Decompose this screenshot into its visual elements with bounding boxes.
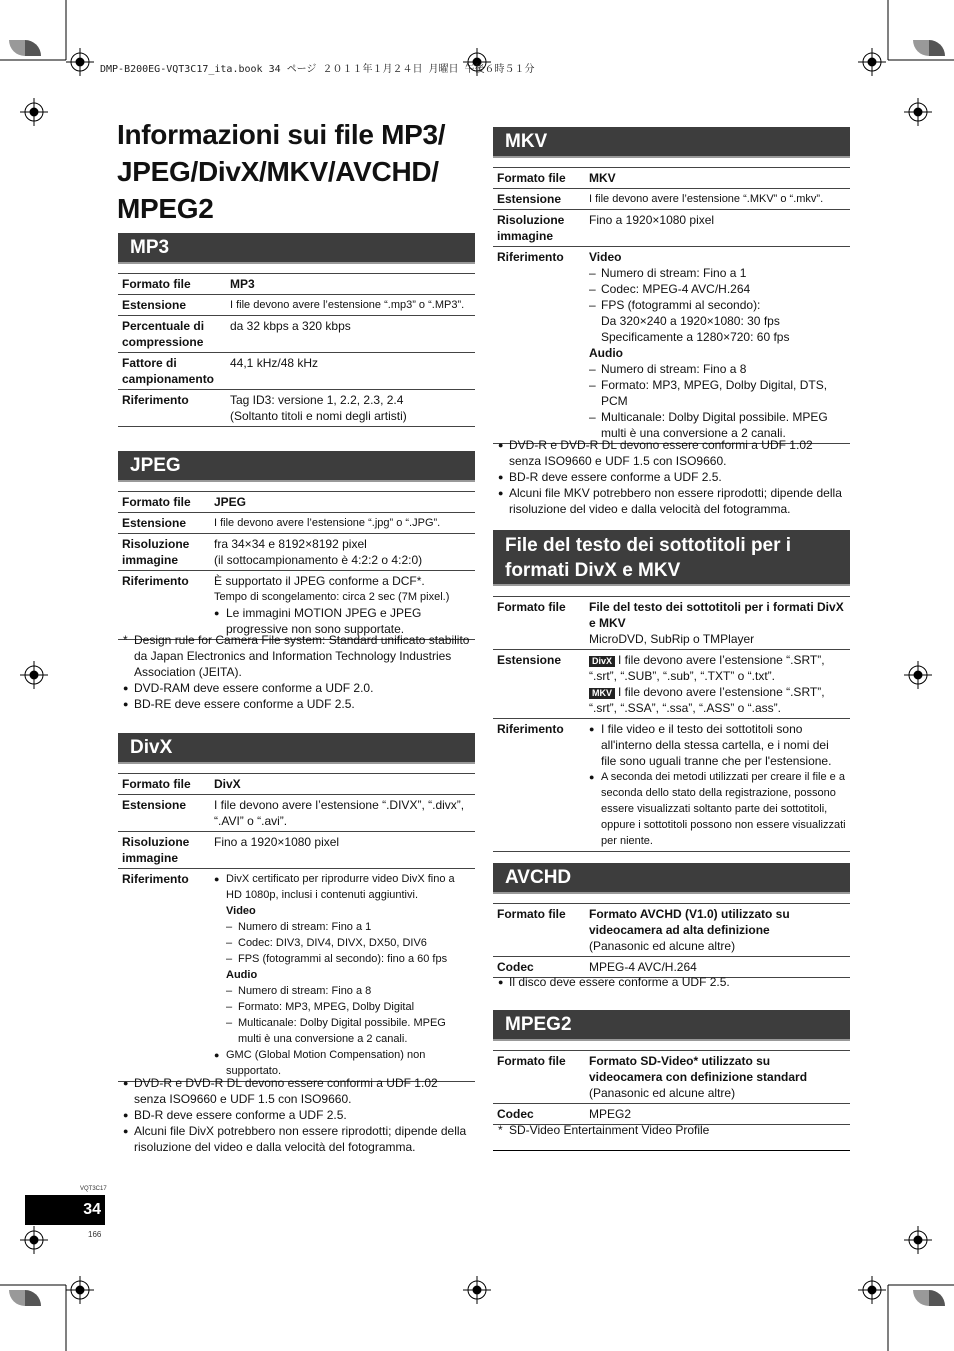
section-heading-avchd: AVCHD bbox=[493, 863, 850, 894]
section-heading-mpeg2: MPEG2 bbox=[493, 1010, 850, 1041]
list-item: ● DVD-R e DVD-R DL devono essere conformi a UDF 1.02 senza ISO9660 e UDF 1.5 con ISO9660. bbox=[498, 438, 813, 468]
table-row: Risoluzione immagine fra 34×34 e 8192×8192 pixel (il sottocampionamento è 4:2:2 o 4:2:0) bbox=[118, 534, 475, 571]
list-item: ● DVD-R e DVD-R DL devono essere conformi a UDF 1.02 senza ISO9660 e UDF 1.5 con ISO9660. bbox=[123, 1076, 438, 1106]
list-item: ● Alcuni file MKV potrebbero non essere riprodotti; dipende della risoluzione del video e dalla velocità del fotogramma. bbox=[498, 486, 842, 516]
table-row: Formato file JPEG bbox=[118, 492, 475, 513]
table-row: Riferimento È supportato il JPEG conforme a DCF*. Tempo di scongelamento: circa 2 sec (7M pixel.) ● Le immagini MOTION JPEG e JPEG progressive non sono supportate. bbox=[118, 571, 475, 640]
table-row: Risoluzione immagine Fino a 1920×1080 pixel bbox=[118, 832, 475, 869]
avchd-notes bbox=[498, 974, 848, 990]
table-row: Estensione I file devono avere l’estensione “.mp3” o “.MP3”. bbox=[118, 295, 475, 316]
table-row: Formato file DivX bbox=[118, 774, 475, 795]
section-heading-subtitles: File del testo dei sottotitoli per i formati DivX e MKV bbox=[493, 530, 850, 586]
mkv-notes bbox=[498, 437, 848, 517]
list-item: * SD-Video Entertainment Video Profile bbox=[498, 1123, 710, 1137]
list-item: * Design rule for Camera File system: Standard unificato stabilito da Japan Electronics and Information Technology Industries Association (JEITA). bbox=[123, 633, 470, 679]
section-heading-divx: DivX bbox=[118, 733, 475, 764]
table-row: Formato file Formato AVCHD (V1.0) utilizzato su videocamera ad alta definizione (Panasonic ed alcune altre) bbox=[493, 904, 850, 957]
list-item: ● BD-RE deve essere conforme a UDF 2.5. bbox=[123, 697, 355, 711]
print-header: DMP-B200EG-VQT3C17_ita.book 34 ページ ２０１１年１月２４日 月曜日 午後６時５１分 bbox=[100, 64, 535, 75]
divx-tag: DivX bbox=[589, 656, 615, 667]
page-sub-number: 166 bbox=[88, 1230, 102, 1239]
table-row: Risoluzione immagine Fino a 1920×1080 pixel bbox=[493, 210, 850, 247]
section-heading-jpeg: JPEG bbox=[118, 451, 475, 482]
table-row: Estensione I file devono avere l’estensione “.MKV” o “.mkv”. bbox=[493, 189, 850, 210]
table-row: Codec MPEG-4 AVC/H.264 bbox=[493, 957, 850, 978]
table-row: Formato file MKV bbox=[493, 168, 850, 189]
section-heading-mkv: MKV bbox=[493, 127, 850, 158]
doc-code: VQT3C17 bbox=[80, 1186, 107, 1192]
table-row: Formato file File del testo dei sottotitoli per i formati DivX e MKV MicroDVD, SubRip o TMPlayer bbox=[493, 597, 850, 650]
table-row: Percentuale di compressione da 32 kbps a 320 kbps bbox=[118, 316, 475, 353]
divx-notes bbox=[123, 1075, 473, 1155]
table-row: Estensione DivX I file devono avere l’estensione “.SRT”, “.srt”, “.SUB”, “.sub”, “.TXT” o “.txt”. MKV I file devono avere l’estensione “.SRT”, “.srt”, “.SSA”, “.ssa”, “.ASS” o “.ass”. bbox=[493, 650, 850, 719]
table-row: Riferimento ● I file video e il testo dei sottotitoli sono all'interno della stessa cartella, e i nomi dei file sono uguali tranne che per l'estensione. ● A seconda dei metodi utilizzati per creare il file e a seconda dello stato della registrazione, possono essere visualizzati soltanto parte dei sottotitoli, oppure i sottotitoli possono non essere visualizzati per niente. bbox=[493, 719, 850, 852]
table-row: Riferimento Video – Numero di stream: Fino a 1 – Codec: MPEG-4 AVC/H.264 – FPS (fotogrammi al secondo): Da 320×240 a 1920×1080: 30 fps Specificamente a 1280×720: 60 fps Audio – Numero di stream: Fino a 8 – Formato: MP3, MPEG, Dolby Digital, DTS, PCM – Multicanale: Dolby Digital possibile. MPEG multi è una conversione a 2 canali. bbox=[493, 247, 850, 444]
jpeg-table bbox=[118, 491, 475, 640]
divider bbox=[493, 1150, 850, 1151]
mpeg2-table bbox=[493, 1050, 850, 1125]
mpeg2-notes bbox=[498, 1122, 848, 1138]
avchd-table bbox=[493, 903, 850, 978]
list-item: ● BD-R deve essere conforme a UDF 2.5. bbox=[498, 470, 722, 484]
list-item: ● Alcuni file DivX potrebbero non essere riprodotti; dipende della risoluzione del video e dalla velocità del fotogramma. bbox=[123, 1124, 467, 1154]
subtitles-table bbox=[493, 596, 850, 852]
divx-table bbox=[118, 773, 475, 1082]
list-item: ● DVD-RAM deve essere conforme a UDF 2.0. bbox=[123, 681, 374, 695]
page-title: Informazioni sui file MP3/ JPEG/DivX/MKV/AVCHD/ MPEG2 bbox=[117, 119, 446, 224]
table-row: Formato file MP3 bbox=[118, 274, 475, 295]
mp3-table bbox=[118, 273, 475, 427]
jpeg-notes bbox=[123, 632, 473, 712]
table-row: Formato file Formato SD-Video* utilizzato su videocamera con definizione standard (Panasonic ed alcune altre) bbox=[493, 1051, 850, 1104]
table-row: Codec MPEG2 bbox=[493, 1104, 850, 1125]
list-item: ● Il disco deve essere conforme a UDF 2.5. bbox=[498, 975, 730, 989]
table-row: Fattore di campionamento 44,1 kHz/48 kHz bbox=[118, 353, 475, 390]
table-row: Estensione I file devono avere l’estensione “.jpg” o “.JPG”. bbox=[118, 513, 475, 534]
mkv-tag: MKV bbox=[589, 688, 615, 699]
table-row: Riferimento ● DivX certificato per riprodurre video DivX fino a HD 1080p, inclusi i contenuti aggiuntivi. Video – Numero di stream: Fino a 1 – Codec: DIV3, DIV4, DIVX, DX50, DIV6 – FPS (fotogrammi al secondo): fino a 60 fps Audio – Numero di stream: Fino a 8 – Formato: MP3, MPEG, Dolby Digital – Multicanale: Dolby Digital possibile. MPEG multi è una conversione a 2 canali. ● GMC (Global Motion Compensation) non supportato. bbox=[118, 869, 475, 1082]
mkv-table bbox=[493, 167, 850, 444]
table-row: Riferimento Tag ID3: versione 1, 2.2, 2.3, 2.4 (Soltanto titoli e nomi degli artisti) bbox=[118, 390, 475, 427]
section-heading-mp3: MP3 bbox=[118, 233, 475, 264]
list-item: ● BD-R deve essere conforme a UDF 2.5. bbox=[123, 1108, 347, 1122]
table-row: Estensione I file devono avere l’estensione “.DIVX”, “.divx”, “.AVI” o “.avi”. bbox=[118, 795, 475, 832]
page-number: 34 bbox=[25, 1195, 105, 1225]
